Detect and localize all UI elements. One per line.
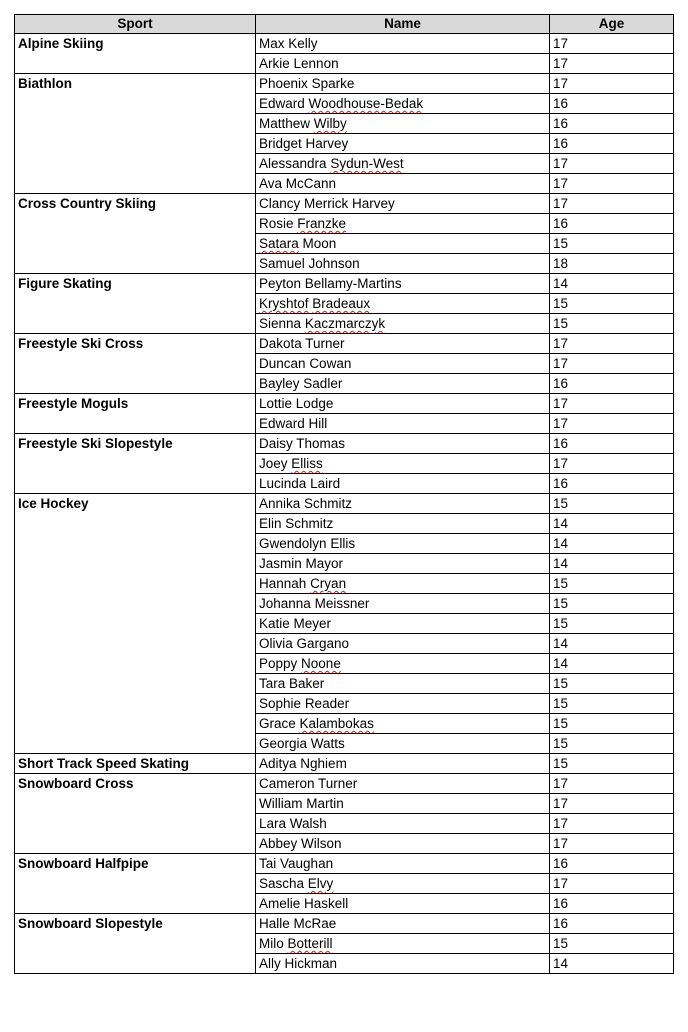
last-name: Merrick Harvey (304, 196, 395, 211)
name-cell (256, 254, 550, 274)
first-name: Dakota (259, 336, 302, 351)
first-name: Bayley (259, 376, 300, 391)
first-name: Phoenix (259, 76, 308, 91)
first-name: Gwendolyn (259, 536, 327, 551)
last-name: Bellamy-Martins (304, 276, 402, 291)
age-cell: 16 (550, 914, 674, 934)
last-name: Johnson (308, 256, 360, 271)
name-cell (256, 214, 550, 234)
first-name: Duncan (259, 356, 306, 371)
age-cell: 17 (550, 414, 674, 434)
age-cell: 16 (550, 134, 674, 154)
last-name: Kelly (288, 36, 318, 51)
first-name: Edward (259, 96, 305, 111)
document-page (14, 14, 674, 974)
first-name: Milo (259, 936, 284, 951)
name-cell (256, 294, 550, 314)
name-cell (256, 874, 550, 894)
first-name: Rosie (259, 216, 294, 231)
name-cell (256, 414, 550, 434)
age-cell: 17 (550, 174, 674, 194)
last-name: Hill (308, 416, 328, 431)
sport-cell: Biathlon (15, 74, 256, 194)
last-name: Meissner (314, 596, 370, 611)
last-name: Elliss (291, 456, 323, 471)
first-name: Tai (259, 856, 277, 871)
header-age: Age (550, 15, 674, 34)
age-cell: 14 (550, 554, 674, 574)
first-name: Kryshtof (259, 296, 309, 311)
name-cell (256, 94, 550, 114)
first-name: Sienna (259, 316, 302, 331)
name-cell (256, 594, 550, 614)
table-row (15, 494, 674, 514)
last-name: Schmitz (285, 516, 334, 531)
last-name: Noone (301, 656, 341, 671)
table-row (15, 394, 674, 414)
last-name: Turner (318, 776, 358, 791)
age-cell: 17 (550, 154, 674, 174)
name-cell (256, 174, 550, 194)
age-cell: 15 (550, 934, 674, 954)
last-name: Sadler (303, 376, 343, 391)
age-cell: 17 (550, 194, 674, 214)
first-name: Halle (259, 916, 290, 931)
first-name: Jasmin (259, 556, 302, 571)
name-cell (256, 714, 550, 734)
first-name: Lottie (259, 396, 293, 411)
header-sport: Sport (15, 15, 256, 34)
first-name: Ally (259, 956, 281, 971)
name-cell (256, 674, 550, 694)
name-cell (256, 914, 550, 934)
first-name: Abbey (259, 836, 298, 851)
name-cell (256, 114, 550, 134)
age-cell: 14 (550, 634, 674, 654)
last-name: Schmitz (304, 496, 353, 511)
name-cell (256, 354, 550, 374)
age-cell: 17 (550, 834, 674, 854)
header-name: Name (256, 15, 550, 34)
age-cell: 17 (550, 334, 674, 354)
first-name: Katie (259, 616, 290, 631)
age-cell: 17 (550, 394, 674, 414)
name-cell (256, 134, 550, 154)
name-cell (256, 434, 550, 454)
name-cell (256, 314, 550, 334)
name-cell (256, 614, 550, 634)
name-cell (256, 54, 550, 74)
age-cell: 17 (550, 794, 674, 814)
name-cell (256, 954, 550, 974)
sport-cell: Alpine Skiing (15, 34, 256, 74)
name-cell (256, 374, 550, 394)
first-name: Poppy (259, 656, 298, 671)
last-name: Vaughan (280, 856, 334, 871)
table-row (15, 774, 674, 794)
name-cell (256, 194, 550, 214)
first-name: Edward (259, 416, 305, 431)
last-name: Woodhouse-Bedak (308, 96, 424, 111)
first-name: Grace (259, 716, 296, 731)
sport-cell: Short Track Speed Skating (15, 754, 256, 774)
age-cell: 17 (550, 814, 674, 834)
first-name: Lucinda (259, 476, 307, 491)
age-cell: 15 (550, 614, 674, 634)
name-cell (256, 394, 550, 414)
first-name: Sascha (259, 876, 305, 891)
age-cell: 15 (550, 574, 674, 594)
age-cell: 15 (550, 494, 674, 514)
last-name: Kaczmarczyk (304, 316, 386, 331)
name-cell (256, 474, 550, 494)
last-name: Moon (302, 236, 337, 251)
sport-cell: Figure Skating (15, 274, 256, 334)
age-cell: 15 (550, 734, 674, 754)
name-cell (256, 454, 550, 474)
first-name: Annika (259, 496, 301, 511)
name-cell (256, 554, 550, 574)
age-cell: 16 (550, 214, 674, 234)
first-name: Cameron (259, 776, 315, 791)
sport-cell: Cross Country Skiing (15, 194, 256, 274)
name-cell (256, 694, 550, 714)
first-name: Max (259, 36, 285, 51)
age-cell: 16 (550, 434, 674, 454)
age-cell: 16 (550, 94, 674, 114)
name-cell (256, 894, 550, 914)
last-name: Watts (310, 736, 345, 751)
name-cell (256, 574, 550, 594)
last-name: Haskell (304, 896, 349, 911)
age-cell: 15 (550, 714, 674, 734)
last-name: Elvy (307, 876, 334, 891)
last-name: Cryan (310, 576, 347, 591)
last-name: Thomas (296, 436, 346, 451)
first-name: Peyton (259, 276, 302, 291)
age-cell: 14 (550, 514, 674, 534)
last-name: Lodge (295, 396, 334, 411)
sport-cell: Ice Hockey (15, 494, 256, 754)
name-cell (256, 754, 550, 774)
first-name: Hannah (259, 576, 307, 591)
table-body (15, 34, 674, 974)
last-name: Lennon (293, 56, 339, 71)
first-name: William (259, 796, 303, 811)
last-name: Laird (310, 476, 341, 491)
name-cell (256, 934, 550, 954)
last-name: Kalambokas (299, 716, 374, 731)
age-cell: 16 (550, 854, 674, 874)
name-cell (256, 854, 550, 874)
age-cell: 17 (550, 54, 674, 74)
last-name: Hickman (284, 956, 338, 971)
last-name: Mayor (305, 556, 344, 571)
name-cell (256, 834, 550, 854)
name-cell (256, 794, 550, 814)
first-name: Olivia (259, 636, 293, 651)
name-cell (256, 654, 550, 674)
table-row (15, 434, 674, 454)
last-name: Cowan (309, 356, 352, 371)
age-cell: 15 (550, 294, 674, 314)
first-name: Aditya (259, 756, 297, 771)
age-cell: 15 (550, 674, 674, 694)
name-cell (256, 154, 550, 174)
first-name: Tara (259, 676, 286, 691)
table-row (15, 754, 674, 774)
first-name: Lara (259, 816, 287, 831)
first-name: Matthew (259, 116, 311, 131)
last-name: Harvey (305, 136, 349, 151)
first-name: Georgia (259, 736, 308, 751)
age-cell: 16 (550, 374, 674, 394)
name-cell (256, 234, 550, 254)
last-name: Ellis (330, 536, 356, 551)
last-name: Martin (306, 796, 344, 811)
age-cell: 15 (550, 314, 674, 334)
first-name: Clancy (259, 196, 301, 211)
first-name: Bridget (259, 136, 302, 151)
age-cell: 17 (550, 874, 674, 894)
age-cell: 15 (550, 694, 674, 714)
age-cell: 14 (550, 534, 674, 554)
sport-cell: Freestyle Ski Cross (15, 334, 256, 394)
age-cell: 17 (550, 454, 674, 474)
age-cell: 16 (550, 474, 674, 494)
first-name: Johanna (259, 596, 311, 611)
age-cell: 17 (550, 774, 674, 794)
last-name: Walsh (289, 816, 327, 831)
header-row (15, 15, 674, 34)
name-cell (256, 274, 550, 294)
first-name: Sophie (259, 696, 302, 711)
last-name: Sydun-West (330, 156, 404, 171)
age-cell: 15 (550, 754, 674, 774)
table-row (15, 34, 674, 54)
sport-cell: Freestyle Ski Slopestyle (15, 434, 256, 494)
last-name: McRae (293, 916, 337, 931)
first-name: Arkie (259, 56, 290, 71)
name-cell (256, 774, 550, 794)
last-name: Reader (304, 696, 350, 711)
first-name: Daisy (259, 436, 293, 451)
last-name: Meyer (293, 616, 332, 631)
name-cell (256, 34, 550, 54)
table-row (15, 854, 674, 874)
name-cell (256, 514, 550, 534)
last-name: Wilson (301, 836, 342, 851)
table-row (15, 74, 674, 94)
age-cell: 17 (550, 74, 674, 94)
age-cell: 17 (550, 34, 674, 54)
last-name: Sparke (311, 76, 355, 91)
sport-cell: Snowboard Cross (15, 774, 256, 854)
first-name: Alessandra (259, 156, 327, 171)
first-name: Satara (259, 236, 299, 251)
first-name: Samuel (259, 256, 305, 271)
last-name: Gargano (296, 636, 350, 651)
age-cell: 17 (550, 354, 674, 374)
last-name: McCann (285, 176, 337, 191)
sport-cell: Snowboard Halfpipe (15, 854, 256, 914)
table-row (15, 274, 674, 294)
last-name: Bradeaux (312, 296, 371, 311)
name-cell (256, 334, 550, 354)
age-cell: 16 (550, 894, 674, 914)
sport-cell: Snowboard Slopestyle (15, 914, 256, 974)
first-name: Amelie (259, 896, 301, 911)
table-row (15, 194, 674, 214)
first-name: Elin (259, 516, 282, 531)
athlete-table (14, 14, 674, 974)
last-name: Baker (289, 676, 325, 691)
last-name: Nghiem (300, 756, 347, 771)
age-cell: 15 (550, 234, 674, 254)
last-name: Botterill (287, 936, 333, 951)
age-cell: 18 (550, 254, 674, 274)
name-cell (256, 634, 550, 654)
name-cell (256, 74, 550, 94)
table-row (15, 914, 674, 934)
last-name: Turner (305, 336, 345, 351)
first-name: Ava (259, 176, 283, 191)
last-name: Wilby (313, 116, 347, 131)
name-cell (256, 534, 550, 554)
age-cell: 14 (550, 274, 674, 294)
name-cell (256, 734, 550, 754)
name-cell (256, 494, 550, 514)
table-row (15, 334, 674, 354)
age-cell: 14 (550, 654, 674, 674)
age-cell: 15 (550, 594, 674, 614)
sport-cell: Freestyle Moguls (15, 394, 256, 434)
name-cell (256, 814, 550, 834)
age-cell: 16 (550, 114, 674, 134)
age-cell: 14 (550, 954, 674, 974)
last-name: Franzke (297, 216, 347, 231)
first-name: Joey (259, 456, 288, 471)
